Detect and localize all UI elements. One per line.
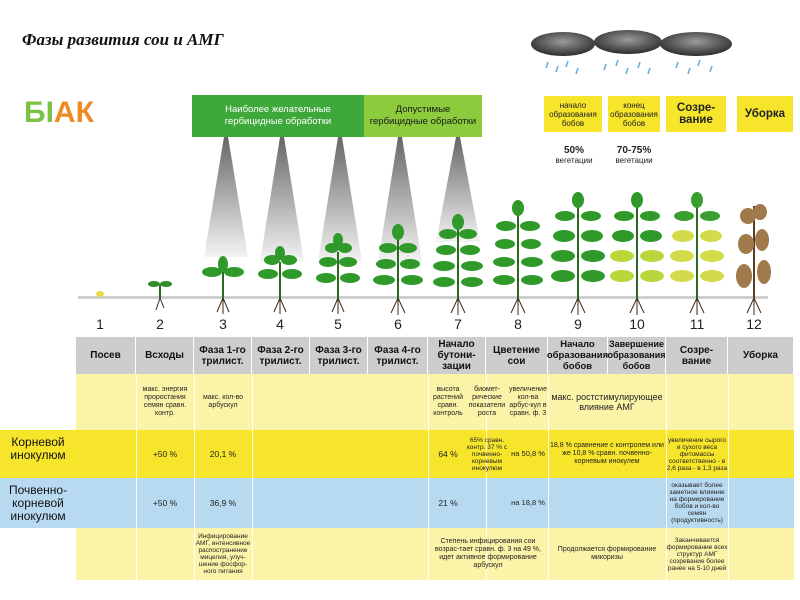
allowed-treatments-band bbox=[364, 95, 482, 137]
plant-stage-5 bbox=[316, 233, 360, 298]
pod-start-box bbox=[544, 96, 602, 132]
cell-root-c8: на 50,8 % bbox=[511, 449, 545, 458]
vegetation-70 bbox=[606, 146, 662, 166]
stage-number: 1 bbox=[96, 316, 104, 332]
cell-top-c2: макс. энергия проростания семян сравн. контр. bbox=[142, 386, 188, 417]
seed-icon bbox=[96, 291, 104, 297]
col-header: Фаза 2-го трилист. bbox=[252, 337, 310, 374]
harvest-label: Уборка bbox=[744, 108, 786, 120]
vegetation-50-label: вегетации bbox=[555, 156, 593, 165]
col-header: Всходы bbox=[136, 337, 194, 374]
col-header: Начало образования бобов bbox=[546, 339, 609, 372]
cell-root-c3: 20,1 % bbox=[209, 449, 237, 459]
bioak-logo bbox=[24, 96, 94, 130]
ripening-box bbox=[666, 96, 726, 132]
cell-soil-c2: +50 % bbox=[152, 498, 178, 508]
plant-stage-12 bbox=[736, 204, 771, 298]
plant-stage-11 bbox=[670, 192, 724, 298]
ripening-label: Созре-вание bbox=[676, 102, 716, 126]
logo-part-bio: БІ bbox=[24, 96, 54, 129]
cell-bottom-c9-10: Продолжается формирование микоризы bbox=[557, 546, 657, 561]
stage-number: 2 bbox=[156, 316, 164, 332]
col-header: Фаза 1-го трилист. bbox=[194, 337, 252, 374]
col-header: Фаза 3-го трилист. bbox=[310, 337, 368, 374]
rain-clouds-icon bbox=[528, 28, 748, 92]
col-header: Цветение сои bbox=[486, 337, 548, 374]
vegetation-50-value: 50% bbox=[563, 145, 584, 156]
col-header: Фаза 4-го трилист. bbox=[368, 337, 428, 374]
page-title: Фазы развития сои и АМГ bbox=[22, 30, 224, 49]
row-label-root: Корневой инокулюм bbox=[10, 435, 66, 462]
cell-top-c7a: высота растений сравн. контроль bbox=[433, 386, 463, 417]
pod-end-label: конец образования бобов bbox=[610, 100, 658, 128]
cell-root-c2: +50 % bbox=[152, 449, 178, 459]
pod-start-label: начало образования бобов bbox=[549, 100, 597, 128]
cell-soil-c8: на 18,8 % bbox=[511, 498, 545, 507]
cell-top-c8: увеличение кол-ва арбус-кул в сравн. ф. 3 bbox=[508, 386, 547, 417]
plant-stage-6 bbox=[373, 224, 423, 298]
col-header: Посев bbox=[76, 337, 136, 374]
desired-treatments-label: Наиболее желательные гербицидные обработки bbox=[224, 104, 332, 127]
cell-bottom-c7-8: Степень инфицирования сои возрас-тает сравн. ф. 3 на 49 %, идет активное формирование арбускул bbox=[435, 538, 541, 569]
cell-root-c11: увеличение сырого и сухого веса фитомассы соответственно - в 2,6 раза - в 1,3 раза bbox=[666, 436, 728, 472]
plant-stage-9 bbox=[551, 192, 605, 298]
logo-part-ak: АК bbox=[53, 96, 94, 129]
cell-root-c7a: 64 % bbox=[438, 449, 458, 459]
plant-stage-7 bbox=[433, 214, 483, 298]
pod-end-box bbox=[608, 96, 660, 132]
col-header: Начало бутони-зации bbox=[428, 337, 486, 374]
stage-number: 10 bbox=[629, 316, 645, 332]
cell-soil-c3: 36,9 % bbox=[209, 498, 237, 508]
harvest-box bbox=[737, 96, 793, 132]
stage-number: 7 bbox=[454, 316, 462, 332]
cell-bottom-c11: Заканчивается формирование всех структур АМГ созревание более ранее на 5-10 дней bbox=[666, 536, 728, 572]
col-header: Завершение образования бобов bbox=[608, 337, 666, 374]
stage-number: 3 bbox=[219, 316, 227, 332]
stage-number: 5 bbox=[334, 316, 342, 332]
allowed-treatments-label: Допустимые гербицидные обработки bbox=[369, 104, 477, 127]
plant-stage-2 bbox=[148, 281, 172, 298]
col-header: Уборка bbox=[728, 337, 794, 374]
cell-top-c3: макс. кол-во арбускул bbox=[202, 394, 244, 409]
cell-top-c9-10: макс. ростстимулирующее влияние АМГ bbox=[551, 392, 663, 412]
stage-number: 8 bbox=[514, 316, 522, 332]
column-separator bbox=[252, 374, 253, 580]
vegetation-50 bbox=[546, 146, 602, 166]
cell-soil-c11: оказывает более заметное влияние на формирование бобов и кол-во семян (продуктивность) bbox=[669, 482, 725, 524]
plant-stage-10 bbox=[610, 192, 664, 298]
stage-number: 4 bbox=[276, 316, 284, 332]
cell-bottom-c3: Инфицирование АМГ, интенсивное распостранение мицелия, улуч-шение фосфор-ного питания bbox=[195, 533, 251, 575]
vegetation-70-label: вегетации bbox=[615, 156, 653, 165]
stage-number: 9 bbox=[574, 316, 582, 332]
cell-soil-c7a: 21 % bbox=[438, 498, 458, 508]
cell-root-c9-10: 18,8 % сравнение с контролем или же 10,8 % сравн. почвенно-корневым инокулем bbox=[550, 442, 664, 465]
desired-treatments-band bbox=[192, 95, 364, 137]
cell-top-c7b: биомет-рические показатели роста bbox=[468, 386, 506, 417]
stage-number: 11 bbox=[689, 316, 705, 332]
stage-number: 12 bbox=[746, 316, 762, 332]
row-label-soil: Почвенно-корневой инокулюм bbox=[8, 483, 68, 523]
stage-number: 6 bbox=[394, 316, 402, 332]
col-header: Созре-вание bbox=[666, 337, 728, 374]
soy-plants-illustration bbox=[0, 180, 800, 320]
plant-stage-8 bbox=[493, 200, 543, 298]
column-separator bbox=[728, 374, 729, 580]
cell-root-c7b: 65% сравн. контр. 37 % с почвенно-корневым инокулюм bbox=[466, 436, 508, 472]
plant-stage-3 bbox=[202, 256, 244, 298]
plant-stage-4 bbox=[258, 246, 302, 298]
vegetation-70-value: 70-75% bbox=[616, 145, 652, 156]
